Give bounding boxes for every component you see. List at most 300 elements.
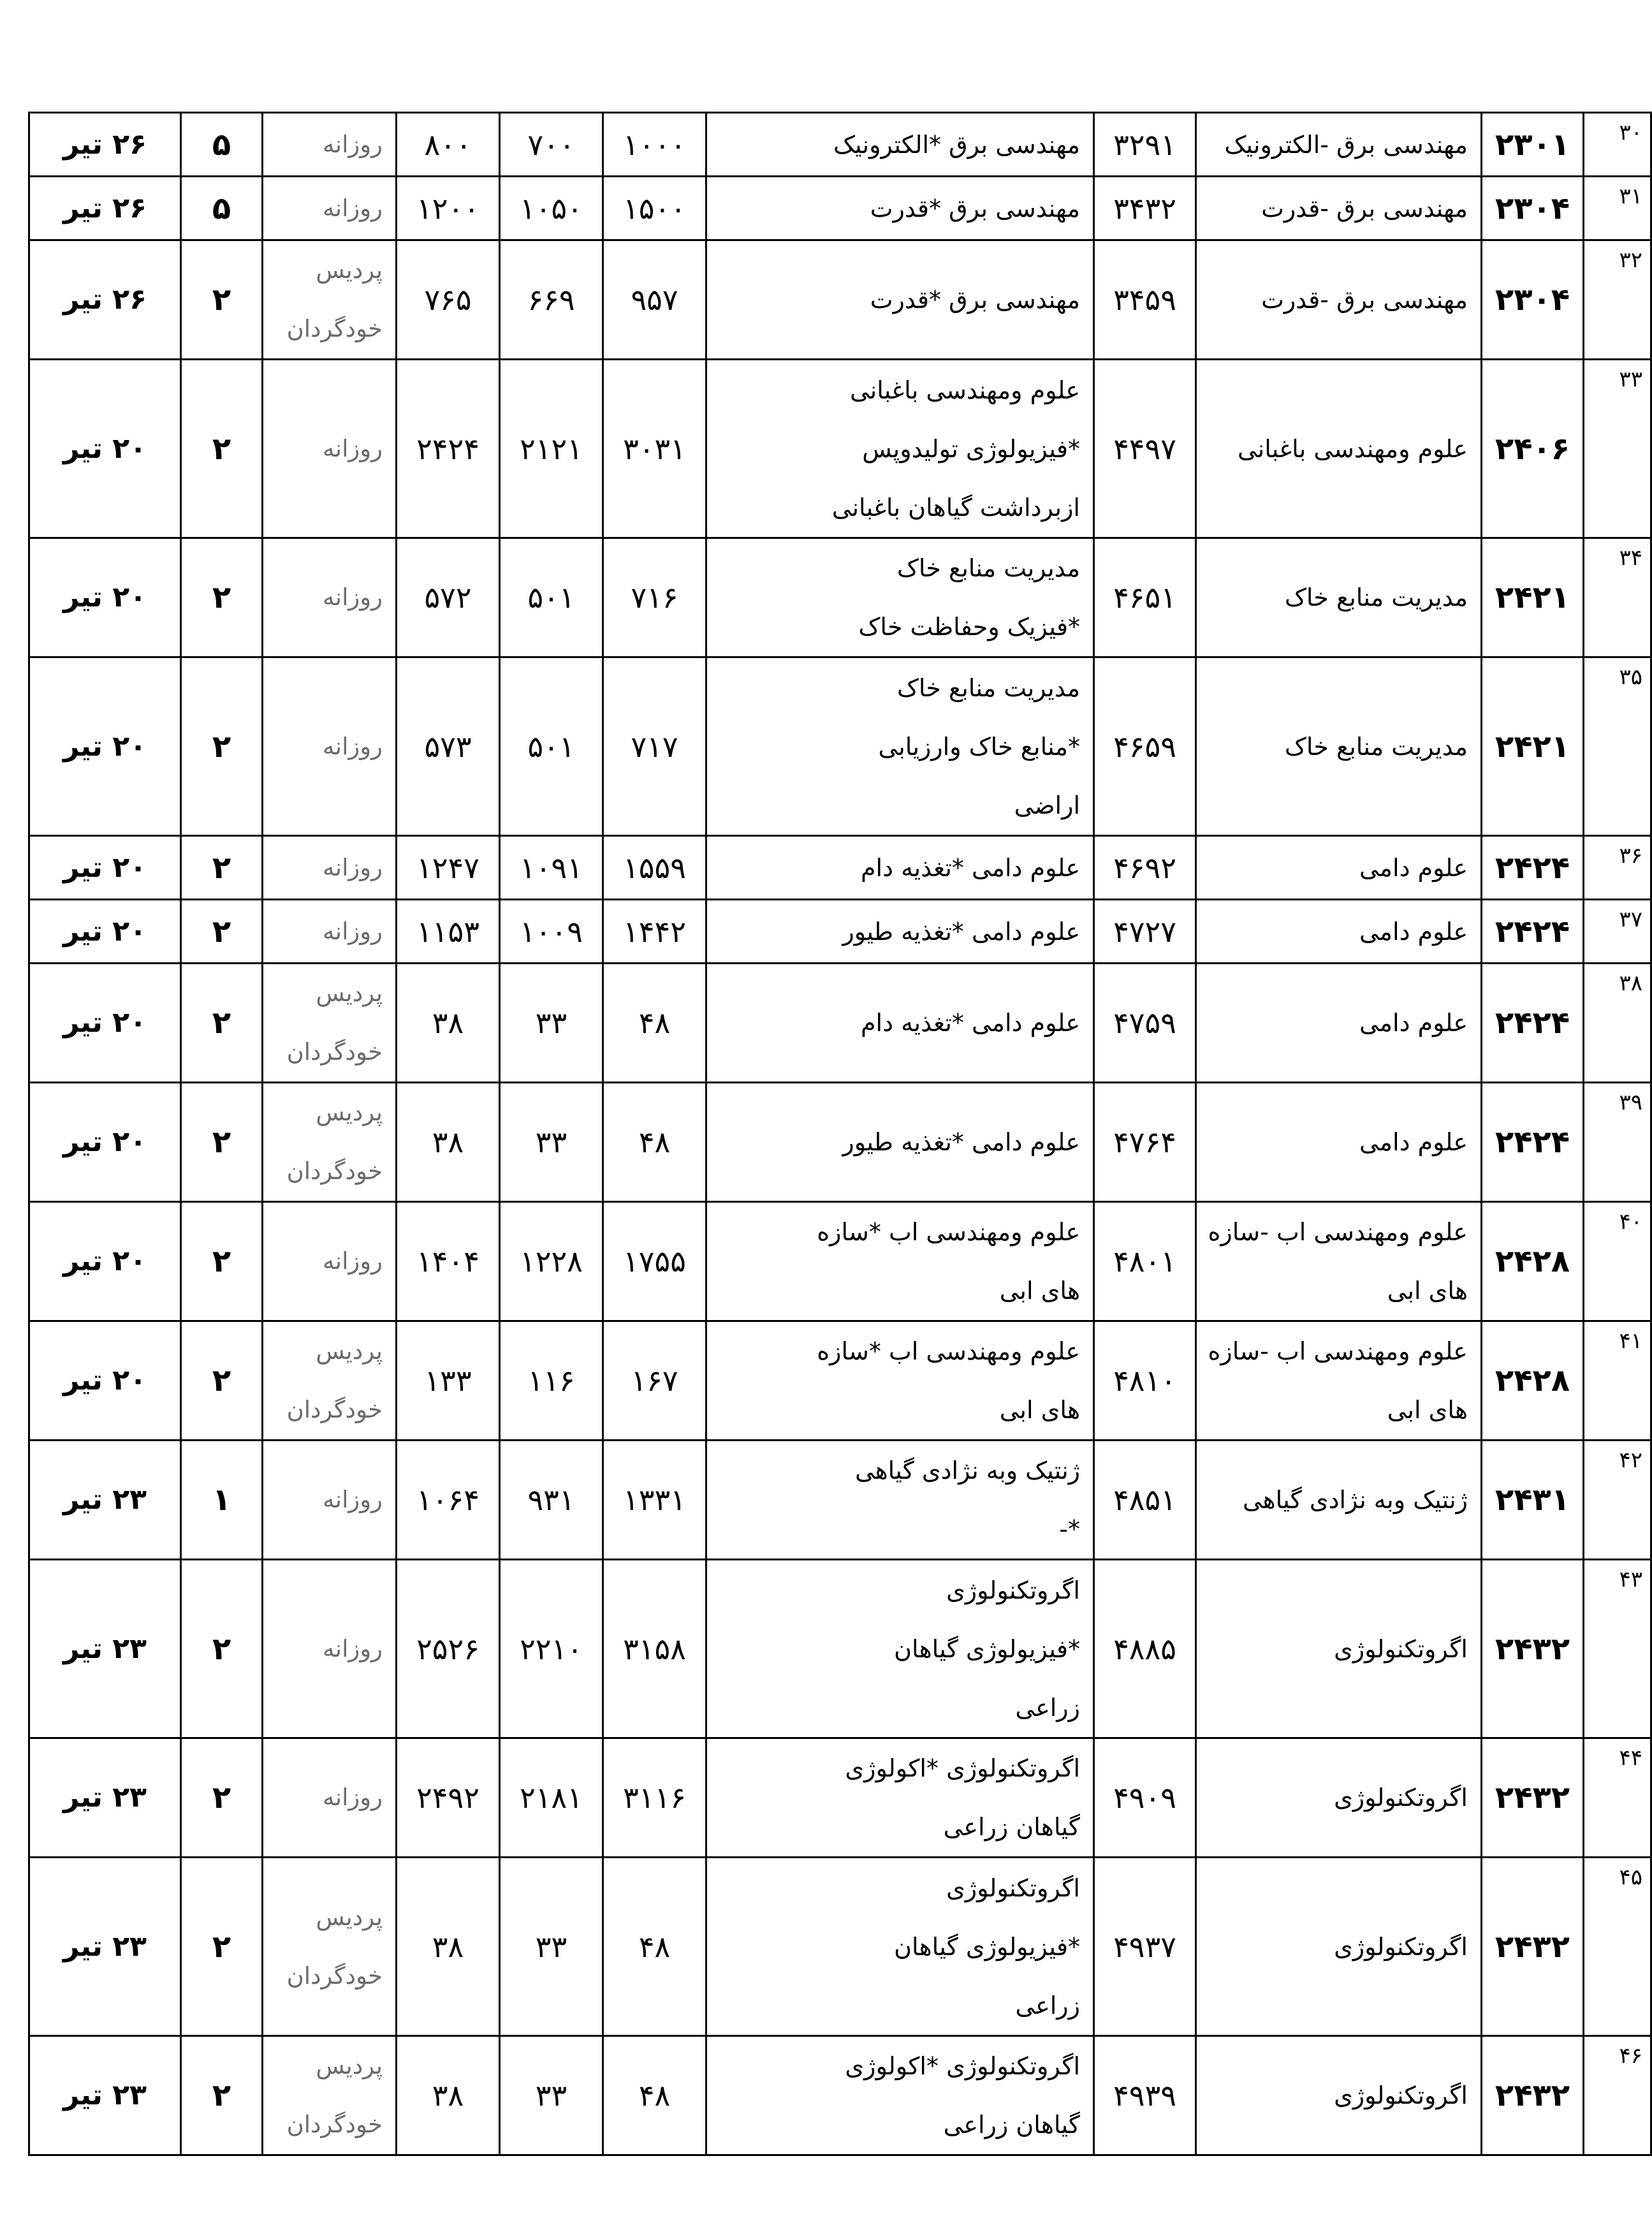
date: ۲۰ تیر — [63, 432, 147, 465]
value-2: ۱۰۰۹ — [520, 914, 583, 949]
table-row — [29, 240, 1651, 360]
field-name-cell — [1196, 836, 1482, 900]
row-index: ۳۲ — [1619, 247, 1642, 273]
field-code: ۲۴۳۱ — [1495, 1482, 1570, 1518]
field-code: ۲۴۲۸ — [1495, 1363, 1570, 1398]
date-cell — [29, 1738, 181, 1858]
capacity-cell — [181, 900, 263, 964]
table-row — [29, 2036, 1651, 2155]
value-1: ۳۱۱۶ — [623, 1780, 686, 1815]
value-2-cell — [500, 1202, 603, 1321]
major-code-cell — [1094, 240, 1196, 360]
value-3-cell — [397, 113, 500, 177]
table-row — [29, 1738, 1651, 1858]
capacity: ۲ — [212, 1005, 231, 1041]
major-code: ۴۶۹۲ — [1113, 850, 1176, 885]
course-type-cell — [263, 2036, 397, 2155]
capacity: ۲ — [212, 1243, 231, 1279]
row-index-cell — [1584, 1321, 1651, 1441]
value-1-cell — [603, 1321, 706, 1441]
row-index-cell — [1584, 657, 1651, 836]
value-2-cell — [500, 1083, 603, 1202]
major-name: مدیریت منابع خاک *منابع خاک وارزیابی اراضی — [878, 673, 1080, 819]
value-3: ۸۰۰ — [424, 127, 472, 162]
value-1-cell — [603, 113, 706, 177]
date-cell — [29, 1560, 181, 1738]
course-type-cell — [263, 964, 397, 1083]
capacity: ۲ — [212, 1363, 231, 1398]
major-code: ۳۴۵۹ — [1113, 282, 1176, 317]
date-cell — [29, 113, 181, 177]
value-2: ۱۲۲۸ — [520, 1244, 583, 1279]
course-type-cell — [263, 177, 397, 240]
major-name-cell — [706, 240, 1094, 360]
date-cell — [29, 240, 181, 360]
major-name: مدیریت منابع خاک *فیزیک وحفاظت خاک — [858, 554, 1080, 641]
value-3: ۱۳۳ — [424, 1363, 472, 1398]
field-code: ۲۴۲۴ — [1495, 1124, 1570, 1160]
value-1-cell — [603, 1441, 706, 1560]
capacity: ۲ — [212, 430, 231, 467]
row-index-cell — [1584, 1083, 1651, 1202]
value-1: ۳۱۵۸ — [623, 1631, 686, 1666]
field-name: اگروتکنولوژی — [1334, 1634, 1468, 1663]
capacity-cell — [181, 1202, 263, 1321]
field-code-cell — [1482, 1083, 1584, 1202]
value-3: ۳۸ — [432, 1929, 464, 1964]
field-code-cell — [1482, 1321, 1584, 1441]
date: ۲۶ تیر — [63, 283, 147, 316]
date-cell — [29, 360, 181, 538]
value-2: ۳۳ — [535, 2078, 567, 2113]
value-2-cell — [500, 177, 603, 240]
row-index-cell — [1584, 1858, 1651, 2036]
field-name: مدیریت منابع خاک — [1284, 583, 1468, 612]
field-code: ۲۴۳۲ — [1495, 2078, 1570, 2113]
value-3: ۵۷۳ — [424, 729, 472, 764]
value-1-cell — [603, 1738, 706, 1858]
value-2-cell — [500, 113, 603, 177]
row-index: ۳۳ — [1619, 367, 1642, 392]
field-name-cell — [1196, 964, 1482, 1083]
course-type: روزانه — [322, 583, 383, 611]
course-type: روزانه — [322, 194, 383, 222]
value-3-cell — [397, 240, 500, 360]
field-name: علوم ومهندسی اب -سازه های ابی — [1208, 1218, 1468, 1305]
major-code-cell — [1094, 1441, 1196, 1560]
value-3-cell — [397, 964, 500, 1083]
value-2-cell — [500, 964, 603, 1083]
value-2: ۷۰۰ — [527, 127, 575, 162]
row-index: ۳۰ — [1619, 120, 1642, 145]
date: ۲۳ تیر — [63, 2079, 147, 2111]
value-2-cell — [500, 900, 603, 964]
capacity: ۱ — [212, 1482, 231, 1518]
major-name-cell — [706, 177, 1094, 240]
major-name-cell — [706, 964, 1094, 1083]
course-type-cell — [263, 1083, 397, 1202]
field-code-cell — [1482, 1560, 1584, 1738]
field-name: مهندسی برق -قدرت — [1261, 194, 1468, 223]
row-index: ۳۱ — [1619, 184, 1642, 209]
date-cell — [29, 900, 181, 964]
major-name: علوم ومهندسی اب *سازه های ابی — [817, 1218, 1080, 1305]
date-cell — [29, 657, 181, 836]
table-row — [29, 1858, 1651, 2036]
major-code: ۴۴۹۷ — [1113, 431, 1176, 466]
major-name-cell — [706, 1858, 1094, 2036]
date-cell — [29, 1441, 181, 1560]
value-1-cell — [603, 360, 706, 538]
course-type-cell — [263, 1738, 397, 1858]
major-name: مهندسی برق *قدرت — [870, 286, 1080, 314]
major-name-cell — [706, 1738, 1094, 1858]
value-1: ۴۸ — [638, 2078, 671, 2113]
major-name: علوم دامی *تغذیه طیور — [842, 1128, 1080, 1156]
major-name: ژنتیک وبه نژادی گیاهی *- — [854, 1456, 1080, 1543]
capacity-cell — [181, 1321, 263, 1441]
major-code-cell — [1094, 1202, 1196, 1321]
field-code: ۲۳۰۴ — [1495, 190, 1570, 226]
major-name: اگروتکنولوژی *فیزیولوژی گیاهان زراعی — [894, 1576, 1080, 1722]
capacity: ۲ — [212, 2078, 231, 2113]
major-name-cell — [706, 1321, 1094, 1441]
major-name-cell — [706, 1560, 1094, 1738]
row-index-cell — [1584, 1738, 1651, 1858]
value-3: ۲۵۲۶ — [416, 1631, 479, 1666]
field-name: علوم ومهندسی اب -سازه های ابی — [1208, 1337, 1468, 1424]
value-3-cell — [397, 1321, 500, 1441]
field-name: علوم دامی — [1359, 1128, 1468, 1156]
value-3-cell — [397, 2036, 500, 2155]
field-name-cell — [1196, 113, 1482, 177]
field-code: ۲۳۰۴ — [1495, 282, 1570, 318]
value-2-cell — [500, 360, 603, 538]
major-name-cell — [706, 657, 1094, 836]
row-index-cell — [1584, 900, 1651, 964]
row-index-cell — [1584, 177, 1651, 240]
capacity: ۲ — [212, 728, 231, 765]
capacity-cell — [181, 2036, 263, 2155]
field-name-cell — [1196, 1321, 1482, 1441]
major-code-cell — [1094, 538, 1196, 657]
value-3-cell — [397, 538, 500, 657]
value-3: ۱۰۶۴ — [416, 1483, 479, 1517]
course-type: پردیس خودگردان — [286, 2052, 383, 2138]
field-code-cell — [1482, 538, 1584, 657]
table-row — [29, 113, 1651, 177]
value-2: ۶۶۹ — [527, 282, 575, 317]
field-code-cell — [1482, 1441, 1584, 1560]
field-code-cell — [1482, 360, 1584, 538]
major-code-cell — [1094, 1083, 1196, 1202]
row-index: ۴۲ — [1619, 1448, 1642, 1473]
field-code-cell — [1482, 964, 1584, 1083]
row-index-cell — [1584, 1560, 1651, 1738]
value-1-cell — [603, 964, 706, 1083]
course-type: روزانه — [322, 732, 383, 760]
field-code: ۲۴۳۲ — [1495, 1631, 1570, 1667]
major-name: علوم دامی *تغذیه دام — [861, 1009, 1080, 1037]
major-name-cell — [706, 836, 1094, 900]
major-code: ۴۷۵۹ — [1113, 1006, 1176, 1040]
field-name-cell — [1196, 538, 1482, 657]
major-name: علوم دامی *تغذیه طیور — [842, 917, 1080, 946]
field-code-cell — [1482, 1858, 1584, 2036]
major-code: ۴۹۳۹ — [1113, 2078, 1176, 2113]
course-type-cell — [263, 836, 397, 900]
field-name-cell — [1196, 1083, 1482, 1202]
major-name: علوم دامی *تغذیه دام — [861, 853, 1080, 882]
field-code: ۲۳۰۱ — [1495, 126, 1570, 163]
major-name-cell — [706, 900, 1094, 964]
table-row — [29, 1321, 1651, 1441]
field-code-cell — [1482, 177, 1584, 240]
table-row — [29, 964, 1651, 1083]
capacity: ۲ — [212, 282, 231, 318]
date: ۲۳ تیر — [63, 1930, 147, 1963]
value-1: ۴۸ — [638, 1125, 671, 1159]
row-index-cell — [1584, 1441, 1651, 1560]
value-3: ۱۲۰۰ — [416, 191, 479, 226]
field-name: علوم دامی — [1359, 1009, 1468, 1037]
course-type-cell — [263, 900, 397, 964]
capacity-cell — [181, 657, 263, 836]
row-index-cell — [1584, 538, 1651, 657]
row-index-cell — [1584, 836, 1651, 900]
field-name: مهندسی برق -الکترونیک — [1224, 130, 1468, 159]
course-type: پردیس خودگردان — [286, 1903, 383, 1990]
major-name-cell — [706, 2036, 1094, 2155]
course-type: روزانه — [322, 1247, 383, 1275]
capacity: ۵ — [212, 190, 231, 226]
course-type: پردیس خودگردان — [286, 256, 383, 342]
capacity: ۲ — [212, 1124, 231, 1160]
value-1-cell — [603, 538, 706, 657]
row-index: ۴۳ — [1619, 1567, 1642, 1592]
course-type-cell — [263, 1321, 397, 1441]
row-index-cell — [1584, 360, 1651, 538]
value-1: ۹۵۷ — [631, 282, 678, 317]
field-name: علوم دامی — [1359, 853, 1468, 882]
major-code-cell — [1094, 1738, 1196, 1858]
major-code: ۴۶۵۱ — [1113, 580, 1176, 615]
value-3-cell — [397, 360, 500, 538]
major-code: ۳۴۳۲ — [1113, 191, 1176, 226]
field-code: ۲۴۲۴ — [1495, 913, 1570, 950]
value-2: ۲۱۲۱ — [520, 431, 583, 466]
value-1: ۱۴۴۲ — [623, 914, 686, 949]
value-3: ۲۴۲۴ — [416, 431, 479, 466]
value-3: ۷۶۵ — [424, 282, 472, 317]
major-code: ۴۸۰۱ — [1113, 1244, 1176, 1279]
date: ۲۰ تیر — [63, 914, 147, 948]
row-index: ۳۷ — [1619, 907, 1642, 932]
value-2-cell — [500, 2036, 603, 2155]
course-type-cell — [263, 360, 397, 538]
major-code-cell — [1094, 360, 1196, 538]
field-name-cell — [1196, 177, 1482, 240]
date-cell — [29, 1083, 181, 1202]
major-code: ۴۹۰۹ — [1113, 1780, 1176, 1815]
field-code-cell — [1482, 1738, 1584, 1858]
value-1-cell — [603, 1083, 706, 1202]
date: ۲۰ تیر — [63, 1006, 147, 1039]
major-name: علوم ومهندسی باغبانی *فیزیولوژی تولیدوپس ازبرداشت گیاهان باغبانی — [831, 376, 1080, 522]
capacity-cell — [181, 177, 263, 240]
value-3-cell — [397, 1858, 500, 2036]
value-1: ۱۷۵۵ — [623, 1244, 686, 1279]
date-cell — [29, 2036, 181, 2155]
value-2: ۳۳ — [535, 1929, 567, 1964]
capacity-cell — [181, 1858, 263, 2036]
field-name: مدیریت منابع خاک — [1284, 732, 1468, 761]
field-name-cell — [1196, 2036, 1482, 2155]
capacity: ۲ — [212, 913, 231, 950]
field-name-cell — [1196, 657, 1482, 836]
major-code-cell — [1094, 1321, 1196, 1441]
course-type: روزانه — [322, 853, 383, 881]
major-code: ۴۷۶۴ — [1113, 1125, 1176, 1159]
field-code-cell — [1482, 657, 1584, 836]
row-index: ۳۵ — [1619, 664, 1642, 690]
capacity-cell — [181, 360, 263, 538]
value-3: ۲۴۹۲ — [416, 1780, 479, 1815]
field-name: اگروتکنولوژی — [1334, 2081, 1468, 2109]
value-1: ۱۳۳۱ — [623, 1483, 686, 1517]
course-type: روزانه — [322, 1784, 383, 1811]
row-index-cell — [1584, 964, 1651, 1083]
course-type: پردیس خودگردان — [286, 1099, 383, 1185]
row-index: ۴۰ — [1619, 1209, 1642, 1235]
table-row — [29, 360, 1651, 538]
major-code: ۴۹۳۷ — [1113, 1929, 1176, 1964]
value-2: ۹۳۱ — [527, 1483, 575, 1517]
field-code: ۲۴۲۴ — [1495, 849, 1570, 886]
major-code-cell — [1094, 657, 1196, 836]
capacity: ۵ — [212, 126, 231, 163]
value-2-cell — [500, 1858, 603, 2036]
major-code: ۴۷۲۷ — [1113, 914, 1176, 949]
table-row — [29, 177, 1651, 240]
field-code-cell — [1482, 900, 1584, 964]
course-type-cell — [263, 1441, 397, 1560]
course-type: روزانه — [322, 434, 383, 462]
major-name: اگروتکنولوژی *فیزیولوژی گیاهان زراعی — [894, 1874, 1080, 2020]
course-type: پردیس خودگردان — [286, 979, 383, 1066]
row-index-cell — [1584, 2036, 1651, 2155]
value-1: ۳۰۳۱ — [623, 431, 686, 466]
value-2-cell — [500, 1441, 603, 1560]
value-2: ۳۳ — [535, 1006, 567, 1040]
field-code-cell — [1482, 113, 1584, 177]
course-type-cell — [263, 1560, 397, 1738]
field-code: ۲۴۳۲ — [1495, 1780, 1570, 1815]
date: ۲۰ تیر — [63, 1245, 147, 1277]
value-1: ۴۸ — [638, 1929, 671, 1964]
row-index: ۳۶ — [1619, 843, 1642, 869]
major-name-cell — [706, 538, 1094, 657]
major-code-cell — [1094, 964, 1196, 1083]
field-code-cell — [1482, 2036, 1584, 2155]
row-index: ۴۵ — [1619, 1865, 1642, 1890]
date: ۲۳ تیر — [63, 1483, 147, 1516]
field-name-cell — [1196, 1738, 1482, 1858]
field-name: اگروتکنولوژی — [1334, 1784, 1468, 1812]
table-row — [29, 1202, 1651, 1321]
course-type-cell — [263, 240, 397, 360]
date: ۲۶ تیر — [63, 128, 147, 161]
major-code-cell — [1094, 836, 1196, 900]
date: ۲۳ تیر — [63, 1632, 147, 1665]
value-3-cell — [397, 177, 500, 240]
value-1-cell — [603, 900, 706, 964]
value-1: ۷۱۷ — [631, 729, 678, 764]
course-type: روزانه — [322, 1634, 383, 1662]
field-code: ۲۴۳۲ — [1495, 1928, 1570, 1965]
course-type-cell — [263, 538, 397, 657]
field-code: ۲۴۰۶ — [1495, 430, 1570, 467]
value-3: ۱۱۵۳ — [416, 914, 479, 949]
date: ۲۰ تیر — [63, 581, 147, 613]
row-index-cell — [1584, 1202, 1651, 1321]
value-2: ۲۲۱۰ — [520, 1631, 583, 1666]
major-name-cell — [706, 1441, 1094, 1560]
date: ۲۰ تیر — [63, 851, 147, 884]
value-3-cell — [397, 900, 500, 964]
field-name: ژنتیک وبه نژادی گیاهی — [1242, 1486, 1468, 1514]
table-row — [29, 1441, 1651, 1560]
value-1: ۱۶۷ — [631, 1363, 678, 1398]
major-name-cell — [706, 1083, 1094, 1202]
row-index: ۴۱ — [1619, 1328, 1642, 1354]
field-name-cell — [1196, 1858, 1482, 2036]
major-code: ۴۶۵۹ — [1113, 729, 1176, 764]
date: ۲۳ تیر — [63, 1781, 147, 1814]
table-row — [29, 900, 1651, 964]
field-name-cell — [1196, 1560, 1482, 1738]
value-1: ۱۰۰۰ — [623, 127, 686, 162]
date-cell — [29, 1321, 181, 1441]
capacity-cell — [181, 113, 263, 177]
major-code-cell — [1094, 177, 1196, 240]
value-1-cell — [603, 836, 706, 900]
value-2: ۳۳ — [535, 1125, 567, 1159]
table-row — [29, 538, 1651, 657]
major-code-cell — [1094, 2036, 1196, 2155]
row-index: ۳۹ — [1619, 1090, 1642, 1115]
value-3-cell — [397, 1441, 500, 1560]
value-3-cell — [397, 1083, 500, 1202]
major-name-cell — [706, 1202, 1094, 1321]
course-type-cell — [263, 1202, 397, 1321]
value-3: ۳۸ — [432, 2078, 464, 2113]
date-cell — [29, 538, 181, 657]
major-name-cell — [706, 113, 1094, 177]
capacity-cell — [181, 1083, 263, 1202]
value-1-cell — [603, 1858, 706, 2036]
value-2: ۵۰۱ — [527, 729, 575, 764]
course-type-cell — [263, 1858, 397, 2036]
value-1-cell — [603, 1202, 706, 1321]
field-name: علوم ومهندسی باغبانی — [1237, 434, 1468, 463]
course-type-cell — [263, 657, 397, 836]
value-1-cell — [603, 2036, 706, 2155]
field-code: ۲۴۲۴ — [1495, 1005, 1570, 1041]
major-name: اگروتکنولوژی *اکولوژی گیاهان زراعی — [845, 2052, 1080, 2139]
value-3: ۳۸ — [432, 1006, 464, 1040]
course-type: روزانه — [322, 130, 383, 158]
